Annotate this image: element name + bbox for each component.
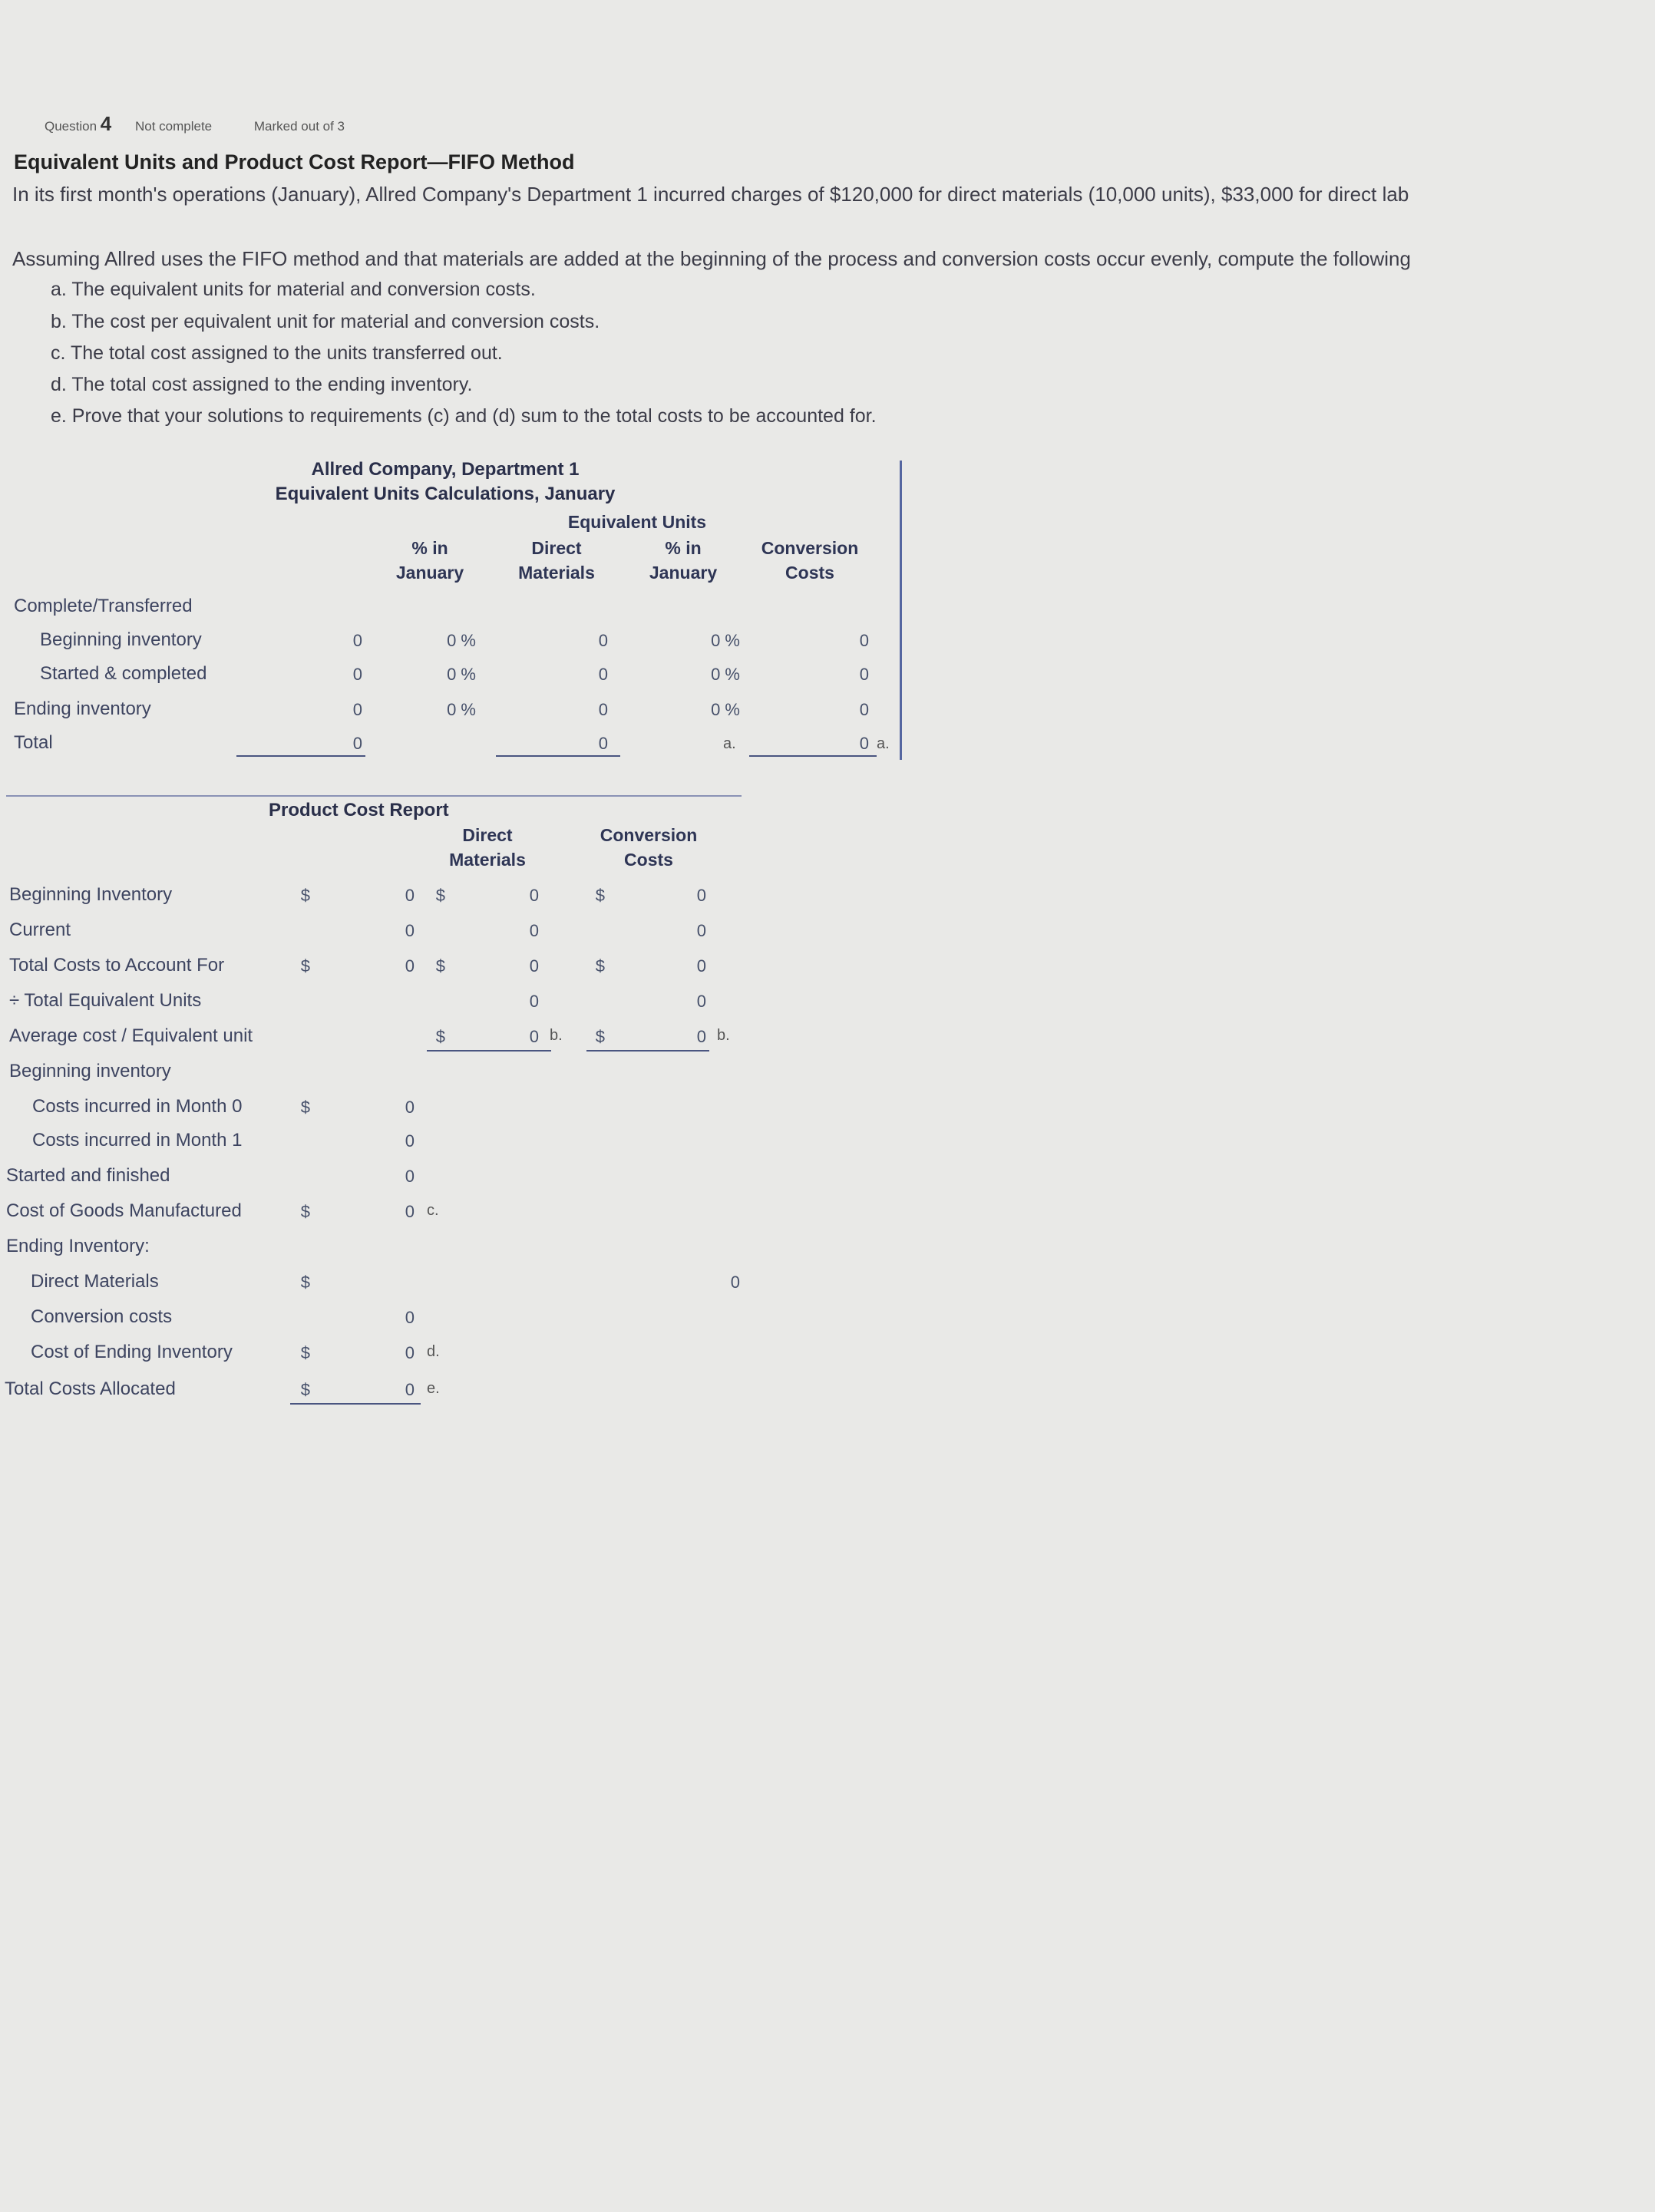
pcr-total-eu-cc-input[interactable]: 0 <box>696 992 706 1011</box>
question-meta <box>45 112 345 136</box>
dollar-sign: $ <box>300 1273 310 1292</box>
pcr-total-eu-dm-input[interactable]: 0 <box>529 992 539 1011</box>
eu-total-underline-cc <box>749 755 877 757</box>
pcr-started-input[interactable]: 0 <box>405 1167 415 1186</box>
pcr-col-direct-materials: Direct Materials <box>449 825 526 870</box>
dollar-sign: $ <box>595 1027 605 1046</box>
eu-total-cc-mark: a. <box>877 735 890 752</box>
dollar-sign: $ <box>595 956 605 976</box>
requirement-a: a. The equivalent units for material and conversion costs. <box>51 279 536 300</box>
pcr-end-total-mark: d. <box>427 1343 440 1360</box>
pcr-end-dm-label: Direct Materials <box>31 1271 159 1292</box>
pcr-month0-label: Costs incurred in Month 0 <box>32 1096 243 1117</box>
pcr-current-total-input[interactable]: 0 <box>405 921 415 940</box>
eu-total-dm-mark: a. <box>723 735 736 752</box>
pcr-total-eu-label: ÷ Total Equivalent Units <box>9 990 202 1011</box>
question-marks: Marked out of 3 <box>253 119 345 134</box>
dollar-sign: $ <box>595 886 605 905</box>
eu-col-pct1: % in January <box>395 538 464 583</box>
pcr-started-label: Started and finished <box>6 1165 170 1186</box>
pcr-allocated-label: Total Costs Allocated <box>5 1378 176 1399</box>
eu-dm-input[interactable]: 0 <box>598 665 608 684</box>
pcr-cogm-label: Cost of Goods Manufactured <box>6 1200 242 1221</box>
eu-group-header: Equivalent Units <box>567 512 707 532</box>
eu-pct1-input[interactable]: 0 % <box>447 665 476 684</box>
eu-cc-input[interactable]: 0 <box>859 631 869 650</box>
pcr-title: Product Cost Report <box>269 800 449 820</box>
eu-total-underline-units <box>236 755 365 757</box>
eu-row-label: Started & completed <box>40 663 207 684</box>
pcr-end-cc-input[interactable]: 0 <box>405 1308 415 1327</box>
eu-pct2-input[interactable]: 0 % <box>711 700 740 719</box>
dollar-sign: $ <box>435 956 445 976</box>
eu-pct1-input[interactable]: 0 % <box>447 700 476 719</box>
pcr-avg-cost-dm[interactable]: 0 <box>529 1027 539 1046</box>
pcr-end-cc-label: Conversion costs <box>31 1306 173 1327</box>
pcr-beginning-label: Beginning Inventory <box>9 884 173 905</box>
eu-cc-input[interactable]: 0 <box>859 665 869 684</box>
pcr-total-costs-total[interactable]: 0 <box>405 956 415 976</box>
eu-row-label: Ending inventory <box>14 698 151 719</box>
pcr-cogm-total[interactable]: 0 <box>405 1202 415 1221</box>
pcr-current-label: Current <box>9 919 71 940</box>
eu-dm-input[interactable]: 0 <box>598 700 608 719</box>
question-status: Not complete <box>134 119 213 134</box>
eu-total-units[interactable]: 0 <box>352 734 362 753</box>
pcr-end-total-label: Cost of Ending Inventory <box>31 1342 233 1362</box>
requirement-b: b. The cost per equivalent unit for material and conversion costs. <box>51 311 600 332</box>
eu-pct1-input[interactable]: 0 % <box>447 631 476 650</box>
dollar-sign: $ <box>300 886 310 905</box>
pcr-avg-cost-cc-mark: b. <box>717 1027 730 1044</box>
pcr-end-dm-right-input[interactable]: 0 <box>730 1273 740 1292</box>
eu-units-input[interactable]: 0 <box>352 700 362 719</box>
pcr-end-total[interactable]: 0 <box>405 1343 415 1362</box>
section-divider <box>6 795 742 797</box>
eu-pct2-input[interactable]: 0 % <box>711 665 740 684</box>
pcr-avg-cost-dm-mark: b. <box>550 1027 563 1044</box>
pcr-total-costs-cc[interactable]: 0 <box>696 956 706 976</box>
pcr-beginning-dm-input[interactable]: 0 <box>529 886 539 905</box>
pcr-month0-input[interactable]: 0 <box>405 1098 415 1117</box>
pcr-avg-cost-label: Average cost / Equivalent unit <box>9 1025 253 1046</box>
pcr-total-costs-label: Total Costs to Account For <box>9 955 225 976</box>
dollar-sign: $ <box>435 886 445 905</box>
dollar-sign: $ <box>300 1380 310 1399</box>
pcr-beginning-cc-input[interactable]: 0 <box>696 886 706 905</box>
question-number: 4 <box>100 112 112 135</box>
eu-total-dm[interactable]: 0 <box>598 734 608 753</box>
eu-col-conversion-costs: Conversion Costs <box>761 538 859 583</box>
pcr-allocated-total[interactable]: 0 <box>405 1380 415 1399</box>
eu-title-line1: Allred Company, Department 1 <box>311 459 580 480</box>
requirement-c: c. The total cost assigned to the units transferred out. <box>51 342 503 364</box>
eu-cc-input[interactable]: 0 <box>859 700 869 719</box>
pcr-beginning-total-input[interactable]: 0 <box>405 886 415 905</box>
pcr-current-cc-input[interactable]: 0 <box>696 921 706 940</box>
pcr-current-dm-input[interactable]: 0 <box>529 921 539 940</box>
pcr-avg-cost-cc[interactable]: 0 <box>696 1027 706 1046</box>
pcr-avg-underline-dm <box>427 1050 551 1052</box>
eu-col-direct-materials: Direct Materials <box>518 538 595 583</box>
pcr-cogm-mark: c. <box>427 1202 439 1219</box>
problem-title: Equivalent Units and Product Cost Report—FIFO Method <box>14 150 575 173</box>
pcr-allocated-mark: e. <box>427 1380 440 1397</box>
question-label: Question <box>45 119 97 134</box>
eu-units-input[interactable]: 0 <box>352 665 362 684</box>
problem-intro: In its first month's operations (January), Allred Company's Department 1 incurred charges of $120,000 for direct materials (10,000 units), $33,000 for direct lab <box>12 183 1409 206</box>
eu-col-pct2: % in January <box>649 538 718 583</box>
eu-dm-input[interactable]: 0 <box>598 631 608 650</box>
eu-total-underline-dm <box>496 755 620 757</box>
eu-total-cc[interactable]: 0 <box>859 734 869 753</box>
pcr-total-costs-dm[interactable]: 0 <box>529 956 539 976</box>
dollar-sign: $ <box>435 1027 445 1046</box>
requirement-e: e. Prove that your solutions to requirements (c) and (d) sum to the total costs to be accounted for. <box>51 405 877 427</box>
pcr-allocated-underline <box>290 1403 421 1405</box>
problem-instruction: Assuming Allred uses the FIFO method and that materials are added at the beginning of the process and conversion costs occur evenly, compute the following <box>12 247 1411 270</box>
dollar-sign: $ <box>300 1098 310 1117</box>
pcr-month1-input[interactable]: 0 <box>405 1131 415 1151</box>
dollar-sign: $ <box>300 1202 310 1221</box>
pcr-col-conversion-costs: Conversion Costs <box>600 825 698 870</box>
dollar-sign: $ <box>300 956 310 976</box>
pcr-month1-label: Costs incurred in Month 1 <box>32 1130 243 1151</box>
eu-title-line2: Equivalent Units Calculations, January <box>275 484 616 504</box>
pcr-end-inv-header: Ending Inventory: <box>6 1236 150 1256</box>
eu-section-complete-transferred: Complete/Transferred <box>14 596 193 616</box>
pcr-avg-underline-cc <box>586 1050 709 1052</box>
dollar-sign: $ <box>300 1343 310 1362</box>
eu-row-label: Beginning inventory <box>40 629 202 650</box>
requirement-d: d. The total cost assigned to the ending inventory. <box>51 374 473 395</box>
eu-total-label: Total <box>14 732 53 753</box>
pcr-beg-inv-header: Beginning inventory <box>9 1061 171 1081</box>
eu-units-input[interactable]: 0 <box>352 631 362 650</box>
eu-table-right-border <box>900 461 902 760</box>
eu-pct2-input[interactable]: 0 % <box>711 631 740 650</box>
